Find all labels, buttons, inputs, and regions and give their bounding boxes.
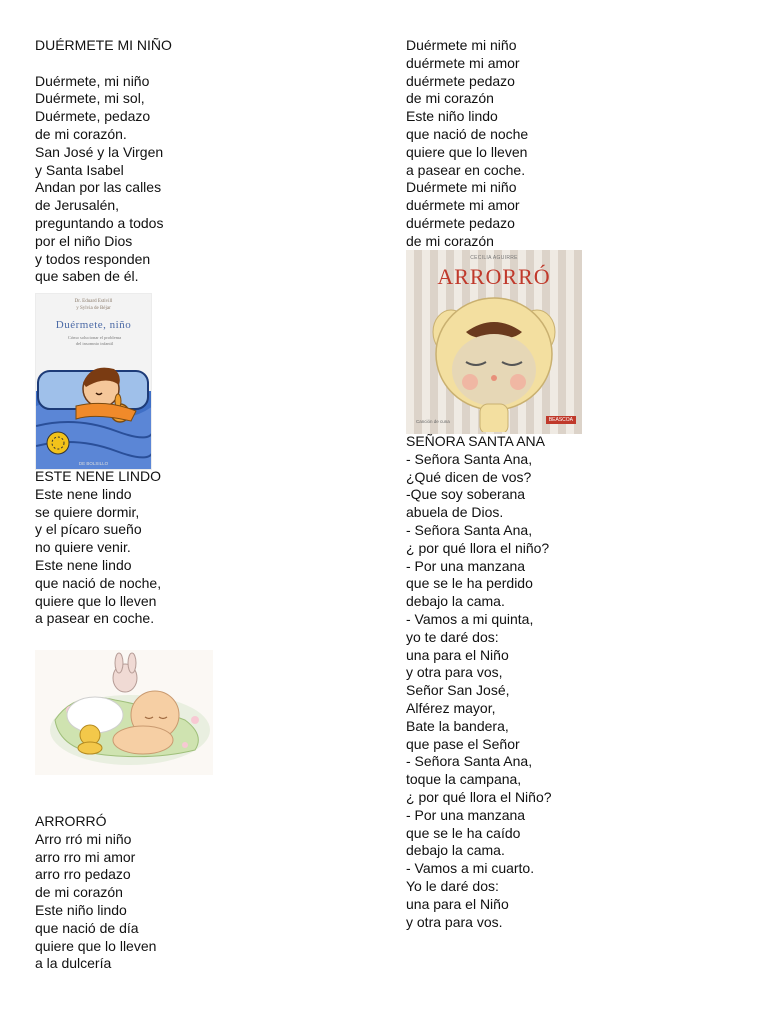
poem-line: abuela de Dios.: [406, 504, 504, 521]
child-in-bunny-hood-illustration: [406, 292, 582, 432]
poem-line: Este nene lindo: [35, 556, 132, 573]
poem-title: SEÑORA SANTA ANA: [406, 433, 546, 449]
cover-title: Duérmete, niño: [55, 319, 132, 331]
poem-line: - Por una manzana: [406, 557, 526, 574]
poem-line: por el niño Dios: [35, 232, 133, 249]
poem-line: debajo la cama.: [406, 593, 505, 610]
poem-line: Andan por las calles: [35, 179, 162, 196]
poem-line: Duérmete mi niño: [406, 179, 517, 196]
poem-line: Duérmete, pedazo: [35, 108, 151, 125]
poem-line: una para el Niño: [406, 895, 509, 912]
poem-line: que se le ha perdido: [406, 575, 533, 592]
poem-line: y otra para vos,: [406, 664, 503, 681]
cover-subtitle: Canción de cuna: [416, 419, 450, 424]
poem-line: toque la campana,: [406, 771, 522, 788]
poem-line: yo te daré dos:: [406, 628, 499, 645]
poem-line: - Vamos a mi cuarto.: [406, 860, 535, 877]
poem-line: que pase el Señor: [406, 735, 520, 752]
poem-line: Señor San José,: [406, 682, 510, 699]
poem-line: ¿ por qué llora el Niño?: [406, 788, 552, 805]
poem-line: que se le ha caído: [406, 824, 521, 841]
poem-line: Este nene lindo: [35, 485, 132, 502]
poem-line: Bate la bandera,: [406, 717, 509, 734]
poem-line: Yo le daré dos:: [406, 877, 499, 894]
poem-line: - Señora Santa Ana,: [406, 753, 533, 770]
book-cover-duermete: [35, 293, 152, 470]
poem-este-nene-lindo: [35, 468, 161, 628]
poem-line: y el pícaro sueño: [35, 521, 142, 538]
poem-line: - Por una manzana: [406, 806, 526, 823]
poem-arrorro: [35, 813, 156, 973]
poem-line: que nació de noche: [406, 125, 529, 142]
poem-line: no quiere venir.: [35, 539, 131, 556]
poem-senora-santa-ana: [406, 433, 552, 931]
poem-line: duérmete pedazo: [406, 214, 515, 231]
poem-line: de mi corazón: [406, 232, 494, 249]
sleeping-child-illustration: [36, 351, 152, 470]
poem-line: San José y la Virgen: [35, 143, 164, 160]
poem-line: arro rro mi amor: [35, 848, 136, 865]
right-column: [406, 37, 746, 251]
poem-line: debajo la cama.: [406, 842, 505, 859]
poem-line: de mi corazón: [406, 90, 494, 107]
poem-line: que saben de él.: [35, 268, 139, 285]
poem-title: ARRORRÓ: [35, 813, 107, 829]
cover-publisher: DE BOLSILLO: [78, 461, 109, 466]
poem-line: una para el Niño: [406, 646, 509, 663]
poem-line: y Santa Isabel: [35, 161, 124, 178]
poem-line: duérmete mi amor: [406, 197, 520, 214]
poem-line: a pasear en coche.: [406, 161, 526, 178]
poem-line: - Señora Santa Ana,: [406, 521, 533, 538]
cover-publisher: BEASCOA: [546, 416, 576, 424]
poem-line: de mi corazón: [35, 884, 123, 901]
poem-line: Duérmete, mi niño: [35, 72, 150, 89]
poem-line: y todos responden: [35, 250, 151, 267]
poem-line: Duérmete mi niño: [406, 37, 517, 53]
cover-subtitle: del insomnio infantil: [75, 341, 114, 346]
poem-line: -Que soy soberana: [406, 486, 526, 503]
poem-line: - Vamos a mi quinta,: [406, 610, 534, 627]
poem-line: que nació de noche,: [35, 574, 162, 591]
cover-author: y Sylvia de Béjar: [76, 306, 111, 311]
cover-author: CECILIA AGUIRRE: [470, 255, 518, 261]
poem-title: DUÉRMETE MI NIÑO: [35, 37, 172, 53]
cover-author: Dr. Eduard Estivill: [74, 299, 113, 304]
poem-line: de mi corazón.: [35, 125, 127, 142]
poem-line: preguntando a todos: [35, 214, 164, 231]
poem-line: ¿Qué dicen de vos?: [406, 468, 532, 485]
left-column: [35, 37, 375, 286]
sleeping-baby-illustration: [35, 650, 213, 775]
poem-line: que nació de día: [35, 919, 139, 936]
poem-line: se quiere dormir,: [35, 503, 140, 520]
poem-line: arro rro pedazo: [35, 866, 131, 883]
poem-line: - Señora Santa Ana,: [406, 450, 533, 467]
poem-line: duérmete pedazo: [406, 72, 515, 89]
poem-line: quiere que lo lleven: [35, 592, 157, 609]
poem-line: Este niño lindo: [35, 901, 127, 918]
poem-line: quiere que lo lleven: [35, 937, 157, 954]
poem-line: ¿ por qué llora el niño?: [406, 539, 550, 556]
book-cover-arrorro: [406, 250, 582, 434]
poem-line: quiere que lo lleven: [406, 143, 528, 160]
poem-line: Duérmete, mi sol,: [35, 90, 145, 107]
poem-line: a pasear en coche.: [35, 610, 155, 627]
poem-line: Arro rró mi niño: [35, 830, 132, 847]
cover-subtitle: Cómo solucionar el problema: [67, 335, 122, 340]
cover-title: ARRORRÓ: [437, 264, 551, 289]
poem-line: y otra para vos.: [406, 913, 503, 930]
poem-line: Este niño lindo: [406, 108, 498, 125]
poem-body: [35, 73, 375, 287]
poem-line: duérmete mi amor: [406, 54, 520, 71]
poem-title: ESTE NENE LINDO: [35, 468, 162, 484]
poem-line: Alférez mayor,: [406, 699, 496, 716]
poem-line: a la dulcería: [35, 955, 112, 972]
poem-line: de Jerusalén,: [35, 197, 120, 214]
